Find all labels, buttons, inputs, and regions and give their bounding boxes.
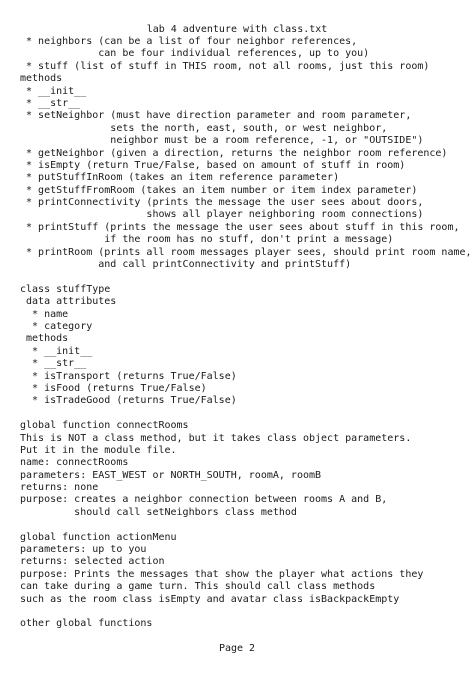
document-line: * neighbors (can be a list of four neighbor references, <box>20 36 358 47</box>
document-line: * isTradeGood (returns True/False) <box>20 395 237 407</box>
document-line: * __str__ <box>20 97 81 109</box>
document-line: purpose: Prints the messages that show the player what actions they <box>20 568 424 580</box>
document-line: parameters: up to you <box>20 544 147 556</box>
document-line: * printStuff (prints the message the user sees about stuff in this room, <box>20 221 460 233</box>
document-line: shows all player neighboring room connections) <box>20 209 424 221</box>
document-line: * stuff (list of stuff in THIS room, not all rooms, just this room) <box>20 60 430 72</box>
document-line <box>20 519 470 531</box>
document-line: neighbor must be a room reference, -1, or "OUTSIDE") <box>20 135 424 147</box>
document-line: * getStuffFromRoom (takes an item number or item index parameter) <box>20 184 418 196</box>
document-line: and call printConnectivity and printStuff) <box>20 259 352 271</box>
page-number: Page 2 <box>218 643 256 654</box>
document-line <box>20 606 470 618</box>
document-line: returns: none <box>20 482 99 494</box>
document-line: data attributes <box>20 296 117 308</box>
document-line: can take during a game turn. This should call class methods <box>20 581 376 593</box>
document-line: global function actionMenu <box>20 531 177 543</box>
document-line: This is NOT a class method, but it takes class object parameters. <box>20 432 412 444</box>
document-line: * isFood (returns True/False) <box>20 382 207 394</box>
document-line: * putStuffInRoom (takes an item reference parameter) <box>20 172 340 184</box>
document-line: if the room has no stuff, don't print a message) <box>20 234 394 246</box>
document-title: lab 4 adventure with class.txt <box>146 24 328 35</box>
document-line <box>20 271 470 283</box>
document-line: * getNeighbor (given a direction, returns the neighbor room reference) <box>20 147 448 159</box>
document-line: * printRoom (prints all room messages player sees, should print room name, <box>20 246 472 258</box>
document-line <box>20 408 470 420</box>
document-line: methods <box>20 73 63 85</box>
document-line: parameters: EAST_WEST or NORTH_SOUTH, roomA, roomB <box>20 469 322 481</box>
document-body <box>20 36 470 631</box>
document-line: * isEmpty (return True/False, based on amount of stuff in room) <box>20 159 406 171</box>
document-line: class stuffType <box>20 283 111 295</box>
document-line: such as the room class isEmpty and avatar class isBackpackEmpty <box>20 593 400 605</box>
document-line: * printConnectivity (prints the message the user sees about doors, <box>20 197 424 209</box>
document-line: other global functions <box>20 618 153 630</box>
document-line: can be four individual references, up to you) <box>20 48 370 60</box>
document-line: sets the north, east, south, or west neighbor, <box>20 122 388 134</box>
document-line: * isTransport (returns True/False) <box>20 370 237 382</box>
document-line: should call setNeighbors class method <box>20 506 297 518</box>
document-line: global function connectRooms <box>20 420 189 432</box>
document-line: purpose: creates a neighbor connection between rooms A and B, <box>20 494 388 506</box>
document-line: Put it in the module file. <box>20 444 177 456</box>
document-line: * __init__ <box>20 345 93 357</box>
document-line: * category <box>20 320 93 332</box>
document-line: methods <box>20 333 69 345</box>
document-line: * name <box>20 308 69 320</box>
document-line: * __init__ <box>20 85 87 97</box>
document-line: * __str__ <box>20 358 87 370</box>
document-line: name: connectRooms <box>20 457 129 469</box>
document-line: * setNeighbor (must have direction parameter and room parameter, <box>20 110 412 122</box>
document-line: returns: selected action <box>20 556 165 568</box>
